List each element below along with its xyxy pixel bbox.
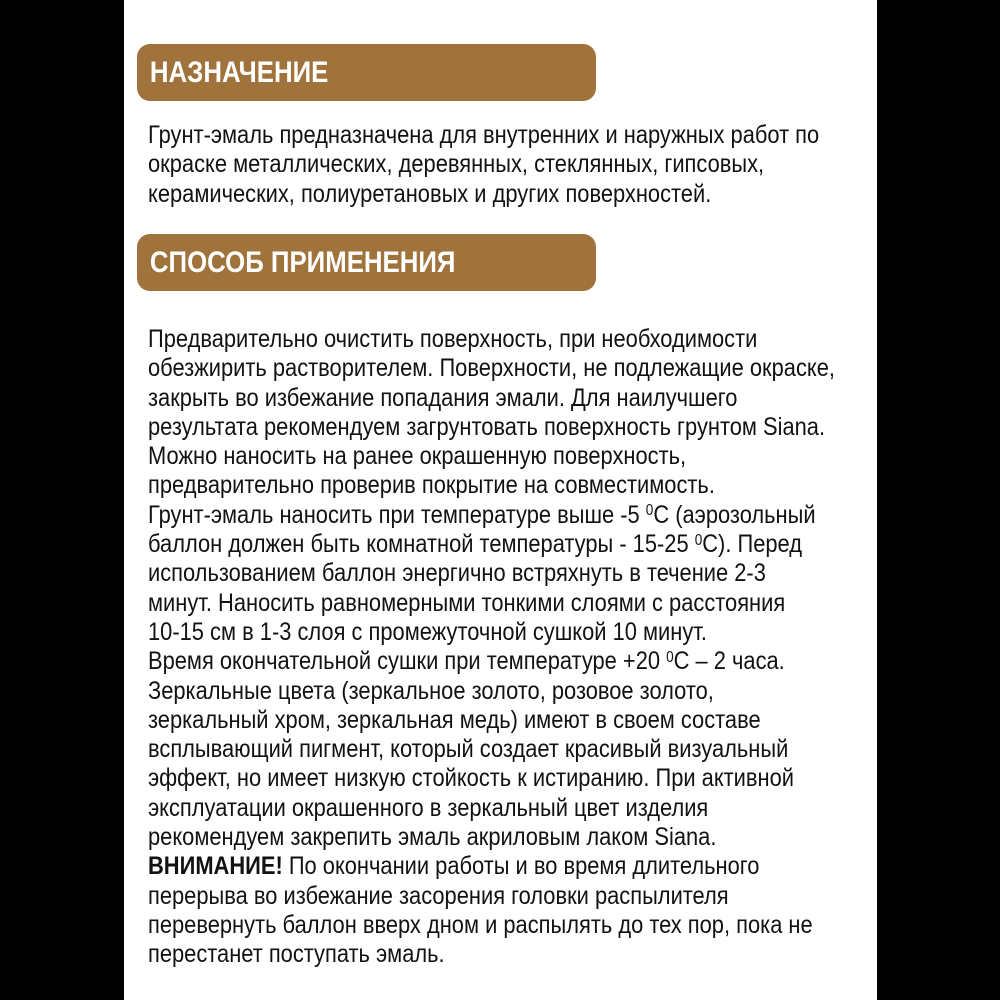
text-line: Грунт-эмаль предназначена для внутренних и наружных работ по xyxy=(148,121,820,149)
text-line: перерыва во избежание засорения головки распылителя xyxy=(148,881,729,910)
text-line: Предварительно очистить поверхность, при необходимости xyxy=(148,325,758,353)
text-line: Зеркальные цвета (зеркальное золото, розовое золото, xyxy=(148,676,714,705)
text-line: эффект, но имеет низкую стойкость к истиранию. При активной xyxy=(148,764,794,793)
text-line: керамических, полиуретановых и других поверхностей. xyxy=(148,179,712,208)
text-line: закрыть во избежание попадания эмали. Для наилучшего xyxy=(148,383,738,412)
text-line: ВНИМАНИЕ! По окончании работы и во время длительного xyxy=(148,852,760,881)
text-line: Время окончательной сушки при температуре +20 $^0$С – 2 часа. xyxy=(148,647,785,676)
text-line: Грунт-эмаль наносить при температуре выше -5 $^0$С (аэрозольный xyxy=(148,500,816,529)
section-header-label-purpose: НАЗНАЧЕНИЕ xyxy=(149,55,329,89)
text-line: результата рекомендуем загрунтовать поверхность грунтом Siana. xyxy=(148,412,826,441)
application-paragraph xyxy=(148,325,835,970)
text-line: использованием баллон энергично встряхнуть в течение 2-3 xyxy=(148,559,766,588)
text-line: зеркальный хром, зеркальная медь) имеют в своем составе xyxy=(148,705,761,734)
text-line: перевернуть баллон вверх дном и распылять до тех пор, пока не xyxy=(148,910,813,939)
text-line: 10-15 см в 1-3 слоя с промежуточной сушкой 10 минут. xyxy=(148,617,707,646)
section-header-badge-application xyxy=(137,234,596,291)
text-line: минут. Наносить равномерными тонкими слоями с расстояния xyxy=(148,588,786,617)
section-header-label-application: СПОСОБ ПРИМЕНЕНИЯ xyxy=(149,245,456,279)
text-line: всплывающий пигмент, который создает красивый визуальный xyxy=(148,735,789,764)
text-line: рекомендуем закрепить эмаль акриловым лаком Siana. xyxy=(148,823,717,852)
text-line: обезжирить растворителем. Поверхности, не подлежащие окраске, xyxy=(148,354,835,383)
product-info-panel xyxy=(124,0,877,1000)
text-line: предварительно проверив покрытие на совместимость. xyxy=(148,471,715,500)
text-line: баллон должен быть комнатной температуры - 15-25 $^0$С). Перед xyxy=(148,530,803,559)
purpose-paragraph xyxy=(148,121,819,209)
section-header-badge-purpose xyxy=(137,44,596,101)
text-line: перестанет поступать эмаль. xyxy=(148,940,445,969)
text-line: окраске металлических, деревянных, стеклянных, гипсовых, xyxy=(148,150,765,179)
text-line: Можно наносить на ранее окрашенную поверхность, xyxy=(148,442,687,471)
text-line: эксплуатации окрашенного в зеркальный цвет изделия xyxy=(148,793,709,822)
